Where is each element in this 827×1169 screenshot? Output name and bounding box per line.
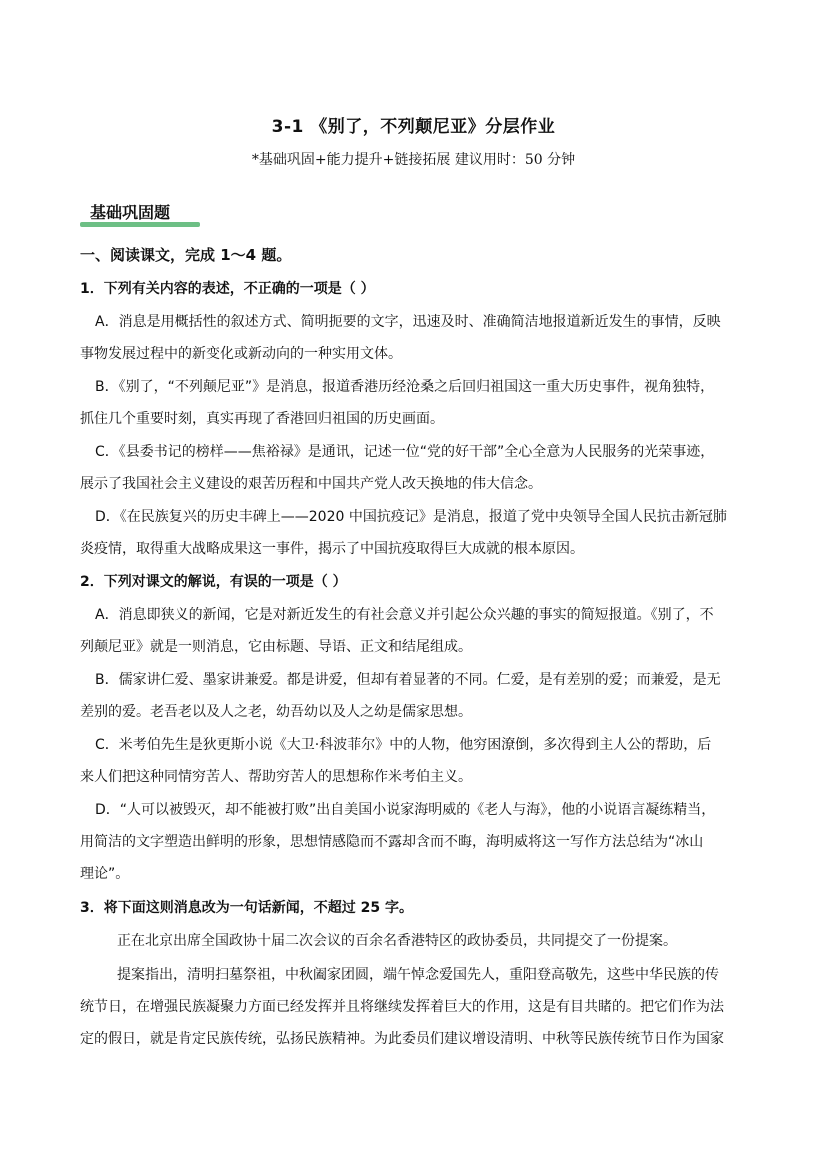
question-1-option-d-line-2: 炎疫情，取得重大战略成果这一事件，揭示了中国抗疫取得巨大成就的根本原因。 — [80, 541, 584, 557]
question-1-option-a-line-1: A．消息是用概括性的叙述方式、简明扼要的文字，迅速及时、准确简洁地报道新近发生的事情，反映 — [95, 314, 721, 330]
question-2-option-d-line-1: D．“人可以被毁灭，却不能被打败”出自美国小说家海明威的《老人与海》，他的小说语言凝练精当， — [95, 802, 716, 818]
question-2-option-d-line-3: 理论”。 — [80, 866, 130, 882]
section-header — [80, 198, 200, 228]
question-2-stem: 2．下列对课文的解说，有误的一项是（ ） — [80, 574, 347, 590]
question-2-option-c-line-1: C．米考伯先生是狄更斯小说《大卫·科波菲尔》中的人物，他穷困潦倒，多次得到主人公的帮助，后 — [95, 737, 712, 753]
part-heading: 一、阅读课文，完成 1～4 题。 — [80, 246, 292, 264]
question-2-option-a-line-1: A．消息即狭义的新闻，它是对新近发生的有社会意义并引起公众兴趣的事实的简短报道。《别了，不 — [95, 607, 714, 623]
question-2-option-b-line-2: 差别的爱。老吾老以及人之老，幼吾幼以及人之幼是儒家思想。 — [80, 704, 472, 720]
news-paragraph-2-line-2: 统节日，在增强民族凝聚力方面已经发挥并且将继续发挥着巨大的作用，这是有目共睹的。把它们作为法 — [80, 999, 724, 1015]
question-2-option-a-line-2: 列颠尼亚》就是一则消息，它由标题、导语、正文和结尾组成。 — [80, 639, 472, 655]
news-paragraph-2-line-3: 定的假日，就是肯定民族传统，弘扬民族精神。为此委员们建议增设清明、中秋等民族传统节日作为国家 — [80, 1031, 724, 1047]
question-2-option-c-line-2: 来人们把这种同情穷苦人、帮助穷苦人的思想称作米考伯主义。 — [80, 769, 472, 785]
question-1-option-c-line-2: 展示了我国社会主义建设的艰苦历程和中国共产党人改天换地的伟大信念。 — [80, 476, 542, 492]
question-1-option-b-line-1: B．《别了，“不列颠尼亚”》是消息，报道香港历经沧桑之后回归祖国这一重大历史事件，视角独特， — [95, 379, 715, 395]
question-1-stem: 1．下列有关内容的表述，不正确的一项是（ ） — [80, 281, 375, 297]
question-1-option-c-line-1: C．《县委书记的榜样——焦裕禄》是通讯，记述一位“党的好干部”全心全意为人民服务的光荣事迹， — [95, 444, 715, 460]
section-label: 基础巩固题 — [90, 203, 171, 222]
question-1-option-a-line-2: 事物发展过程中的新变化或新动向的一种实用文体。 — [80, 346, 402, 362]
section-underline-bar — [80, 222, 200, 227]
news-paragraph-2-line-1: 提案指出，清明扫墓祭祖，中秋阖家团圆，端午悼念爱国先人，重阳登高敬先，这些中华民族的传 — [117, 967, 719, 983]
question-2-option-b-line-1: B．儒家讲仁爱、墨家讲兼爱。都是讲爱，但却有着显著的不同。仁爱，是有差别的爱；而兼爱，是无 — [95, 672, 721, 688]
question-1-option-d-line-1: D．《在民族复兴的历史丰碑上——2020 中国抗疫记》是消息，报道了党中央领导全国人民抗击新冠肺 — [95, 509, 727, 525]
document-title: 3-1 《别了，不列颠尼亚》分层作业 — [271, 117, 556, 137]
news-paragraph-1: 正在北京出席全国政协十届二次会议的百余名香港特区的政协委员，共同提交了一份提案。 — [117, 933, 677, 949]
question-2-option-d-line-2: 用简洁的文字塑造出鲜明的形象，思想情感隐而不露却含而不晦，海明威将这一写作方法总结为“冰山 — [80, 834, 704, 850]
question-1-option-b-line-2: 抓住几个重要时刻，真实再现了香港回归祖国的历史画面。 — [80, 411, 444, 427]
document-subtitle: *基础巩固+能力提升+链接拓展 建议用时：50 分钟 — [251, 152, 576, 168]
question-3-stem: 3．将下面这则消息改为一句话新闻，不超过 25 字。 — [80, 900, 413, 916]
